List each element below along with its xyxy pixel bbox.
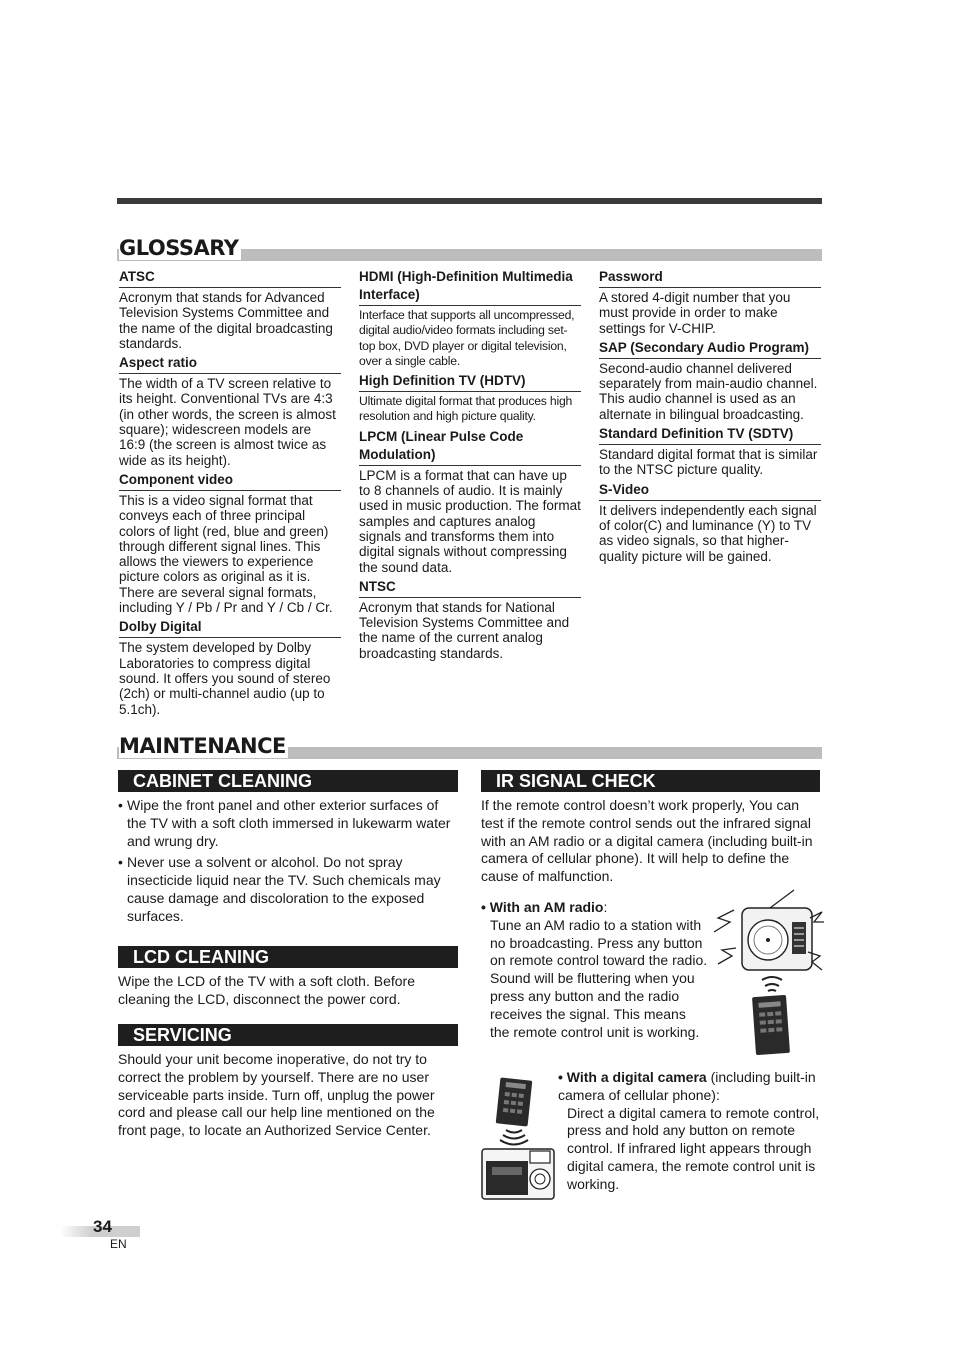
cabinet-cleaning-list bbox=[118, 797, 460, 930]
am-radio-text: Tune an AM radio to a station with no broadcasting. Press any button on remote control toward the radio. Sound will be fluttering when you press any button and the radio receives the signal. This means the remote control unit is working. bbox=[490, 916, 708, 1040]
maintenance-title: MAINTENANCE bbox=[119, 734, 286, 758]
ir-intro-text: If the remote control doesn’t work properly, You can test if the remote control sends out the infrared signal with an AM radio or a digital camera (including built-in camera of cellular phone). It will help to define the cause of malfunction. bbox=[481, 797, 813, 885]
am-radio-colon: : bbox=[603, 899, 608, 915]
glossary-term: Dolby Digital bbox=[119, 618, 341, 638]
glossary-definition: The system developed by Dolby Laboratories to compress digital sound. It offers you sound of stereo (2ch) or multi-channel audio (up to 5.1ch). bbox=[119, 640, 331, 717]
am-radio-block bbox=[481, 899, 709, 1041]
glossary-term: SAP (Secondary Audio Program) bbox=[599, 339, 821, 359]
glossary-heading bbox=[117, 233, 822, 261]
glossary-column-2 bbox=[359, 268, 581, 664]
digital-camera-text: Direct a digital camera to remote control, press and hold any button on remote control. If infrared light appears through digital camera, the remote control unit is working. bbox=[567, 1104, 820, 1192]
am-radio-label: • With an AM radio bbox=[481, 899, 604, 915]
glossary-definition: LPCM is a format that can have up to 8 channels of audio. It is mainly used in music production. The format samples and captures analog signals and transforms them into digital signals without compressing the sound data. bbox=[359, 467, 581, 575]
glossary-definition: Acronym that stands for Advanced Television Systems Committee and the name of the digital broadcasting standards. bbox=[119, 290, 333, 351]
servicing-header: SERVICING bbox=[118, 1024, 458, 1046]
glossary-definition: A stored 4-digit number that you must provide in order to make settings for V-CHIP. bbox=[599, 290, 791, 336]
glossary-term: Standard Definition TV (SDTV) bbox=[599, 425, 821, 445]
digital-camera-paren: (including built-in camera of cellular phone): bbox=[558, 1069, 816, 1103]
digital-camera-block bbox=[558, 1069, 820, 1194]
top-rule bbox=[117, 198, 822, 204]
glossary-definition: It delivers independently each signal of color(C) and luminance (Y) to TV as video signals, so that higher-quality picture will be gained. bbox=[599, 502, 817, 564]
glossary-term: Password bbox=[599, 268, 821, 288]
glossary-term: NTSC bbox=[359, 578, 581, 598]
ir-signal-check-header: IR SIGNAL CHECK bbox=[481, 770, 820, 792]
glossary-term: Aspect ratio bbox=[119, 354, 341, 374]
servicing-text: Should your unit become inoperative, do not try to correct the problem by yourself. There are no user serviceable parts inside. Turn off, unplug the power cord and please call our help line mentioned on the front page, to locate an Authorized Service Center. bbox=[118, 1051, 435, 1139]
glossary-term: ATSC bbox=[119, 268, 341, 288]
glossary-term: Component video bbox=[119, 471, 341, 491]
glossary-definition: Standard digital format that is similar to the NTSC picture quality. bbox=[599, 447, 818, 478]
glossary-definition: Ultimate digital format that produces high resolution and high picture quality. bbox=[359, 394, 573, 424]
glossary-term: HDMI (High-Definition Multimedia Interface) bbox=[359, 268, 581, 306]
glossary-column-1 bbox=[119, 268, 341, 720]
glossary-column-3 bbox=[599, 268, 821, 567]
am-radio-illustration bbox=[708, 888, 824, 1056]
lcd-cleaning-header: LCD CLEANING bbox=[118, 946, 458, 968]
page-language: EN bbox=[110, 1237, 127, 1251]
cabinet-cleaning-header: CABINET CLEANING bbox=[118, 770, 458, 792]
lcd-cleaning-text: Wipe the LCD of the TV with a soft cloth. Before cleaning the LCD, disconnect the power cord. bbox=[118, 973, 415, 1007]
glossary-term: S-Video bbox=[599, 481, 821, 501]
glossary-definition: Acronym that stands for National Television Systems Committee and the name of the current analog broadcasting standards. bbox=[359, 599, 570, 661]
maintenance-heading bbox=[117, 731, 822, 759]
glossary-term: LPCM (Linear Pulse Code Modulation) bbox=[359, 428, 581, 466]
glossary-definition: The width of a TV screen relative to its height. Conventional TVs are 4:3 (in other words, the screen is almost square); widescreen models are 16:9 (the screen is almost twice as wide as its height). bbox=[119, 376, 336, 468]
digital-camera-label: • With a digital camera bbox=[558, 1069, 707, 1085]
glossary-definition: Second-audio channel delivered separately from main-audio channel. This audio channel is used as an alternate in bilingual broadcasting. bbox=[599, 360, 818, 422]
page-number: 34 bbox=[93, 1217, 112, 1236]
glossary-definition: This is a video signal format that conveys each of three principal colors of light (red, blue and green) through different signal lines. This allows the viewers to experience picture colors as original as it is. There are several signal formats, including Y / Pb / Pr and Y / Cb / Cr. bbox=[119, 492, 333, 616]
digital-camera-illustration bbox=[480, 1075, 560, 1201]
list-item: • Never use a solvent or alcohol. Do not spray insecticide liquid near the TV. Such chemicals may cause damage and discoloration to the exposed surfaces. bbox=[118, 854, 460, 925]
glossary-title: GLOSSARY bbox=[119, 236, 239, 260]
glossary-term: High Definition TV (HDTV) bbox=[359, 372, 581, 392]
glossary-definition: Interface that supports all uncompressed, digital audio/video formats including set-top box, DVD player or digital television, over a single cable. bbox=[359, 308, 575, 368]
list-item: • Wipe the front panel and other exterior surfaces of the TV with a soft cloth immersed in lukewarm water and wrung dry. bbox=[118, 797, 460, 850]
